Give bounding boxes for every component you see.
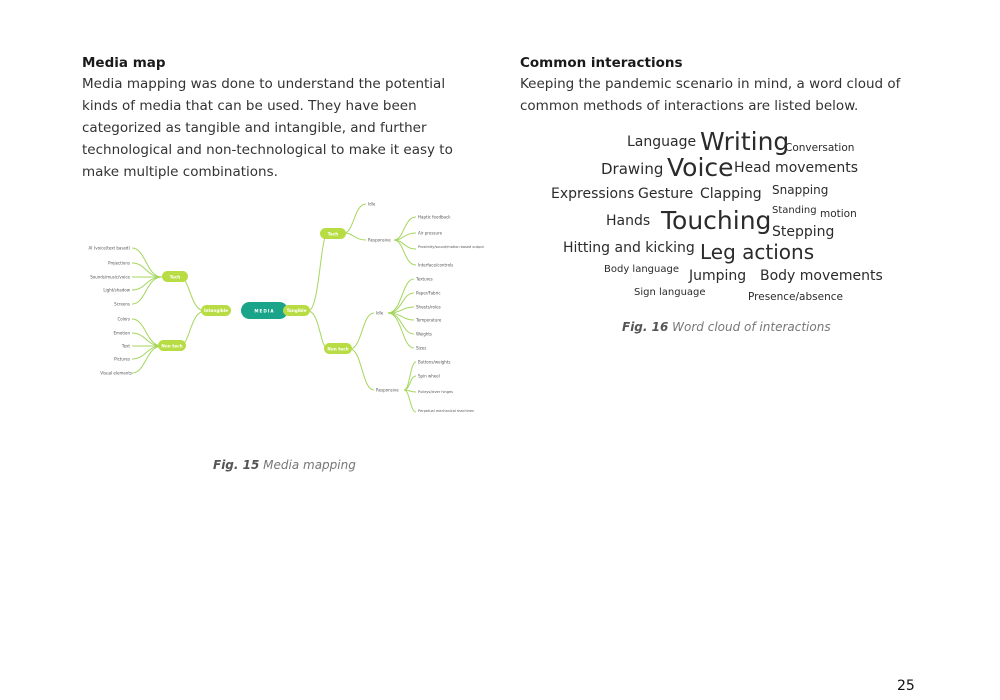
mind-map-leaf: Weights	[416, 331, 433, 337]
word-cloud-word: Stepping	[772, 224, 835, 240]
page-number: 25	[897, 678, 915, 694]
word-cloud	[540, 120, 883, 320]
word-cloud-word: Conversation	[785, 142, 855, 154]
word-cloud-word: Jumping	[689, 268, 747, 284]
word-cloud-word: Language	[627, 134, 697, 150]
word-cloud-word: Writing	[700, 127, 790, 156]
mind-map-leaf: Sheets/roles	[416, 304, 441, 310]
mind-map-leaf: Sizes	[416, 345, 427, 351]
mind-map-leaf: Haptic feedback	[418, 214, 451, 220]
word-cloud-word: Expressions	[551, 186, 635, 202]
figure-15-label: Fig. 15	[213, 458, 260, 472]
mind-map-leaf: Idle	[368, 201, 376, 207]
mind-map-leaf: Text	[121, 343, 130, 349]
word-cloud-word: motion	[820, 208, 857, 220]
intangible-tech-label: Tech	[169, 274, 181, 280]
word-cloud-word: Standing	[772, 205, 817, 216]
media-mind-map	[88, 195, 484, 430]
word-cloud-word: Body movements	[760, 268, 883, 284]
mind-map-leaf: Temperature	[416, 317, 442, 323]
mind-map-leaf: AI (voice/text based)	[88, 245, 130, 251]
common-interactions-heading: Common interactions	[520, 55, 683, 71]
mind-map-leaf: Interface/controls	[418, 262, 454, 268]
mind-map-leaf: Paper/Fabric	[416, 290, 441, 296]
mind-map-leaf: Air pressure	[418, 230, 443, 236]
mind-map-leaf: Emotion	[113, 330, 130, 336]
word-cloud-word: Sign language	[634, 287, 706, 298]
word-cloud-word: Hands	[606, 213, 651, 229]
word-cloud-word: Leg actions	[700, 240, 815, 264]
mind-map-branch: Idle	[376, 310, 384, 316]
mind-map-leaf: Screens	[114, 301, 130, 307]
tangible-tech-label: Tech	[327, 231, 339, 237]
media-map-paragraph: Media mapping was done to understand the potential kinds of media that can be used. They have been categorized as tangible and intangible, and further technological and non-technological to make it easy to make multiple combinations.	[82, 76, 453, 180]
figure-16-label: Fig. 16	[622, 320, 669, 334]
figure-15-caption	[213, 458, 356, 472]
mind-map-leaf: Spin wheel	[418, 373, 440, 379]
word-cloud-word: Body language	[604, 264, 679, 275]
mind-map-leaf: Sounds/music/voice	[90, 274, 130, 280]
media-map-heading: Media map	[82, 55, 166, 71]
word-cloud-word: Drawing	[601, 160, 664, 178]
word-cloud-word: Touching	[661, 206, 772, 235]
media-center-label: MEDIA	[254, 308, 275, 314]
tangible-label: Tangible	[286, 308, 307, 313]
word-cloud-word: Presence/absence	[748, 291, 843, 303]
figure-16-text: Word cloud of interactions	[668, 320, 831, 334]
mind-map-leaf: Visual elements	[100, 370, 132, 376]
mind-map-leaf: Colors	[117, 316, 130, 322]
mind-map-leaf: Projections	[108, 260, 130, 266]
word-cloud-word: Clapping	[700, 186, 762, 202]
right-column	[520, 55, 920, 117]
common-interactions-paragraph: Keeping the pandemic scenario in mind, a word cloud of common methods of interactions are listed below.	[520, 76, 901, 114]
figure-15-text: Media mapping	[259, 458, 356, 472]
mind-map-leaf: Pulleys/lever hinges	[418, 390, 453, 394]
word-cloud-word: Gesture	[638, 186, 694, 202]
intangible-nontech-label: Non tech	[161, 343, 183, 349]
tangible-nontech-label: Non tech	[327, 346, 349, 352]
mind-map-leaf: Textures	[416, 276, 433, 282]
word-cloud-word: Head movements	[734, 160, 859, 176]
word-cloud-word: Snapping	[772, 183, 829, 197]
word-cloud-word: Voice	[667, 153, 734, 182]
mind-map-leaf: Pictures	[114, 356, 130, 362]
word-cloud-word: Hitting and kicking	[563, 240, 695, 256]
mind-map-leaf: Buttons/weights	[418, 359, 451, 365]
mind-map-leaf: Light/shadow	[103, 287, 130, 293]
intangible-label: Intangible	[203, 308, 229, 313]
figure-16-caption	[622, 320, 831, 334]
left-column	[82, 55, 477, 183]
mind-map-leaf: Proximity/sound/motion based output	[418, 245, 484, 249]
mind-map-branch: Responsive	[376, 387, 399, 393]
mind-map-leaf: Perpetual mechanical machines	[418, 409, 474, 413]
mind-map-branch: Responsive	[368, 237, 391, 243]
